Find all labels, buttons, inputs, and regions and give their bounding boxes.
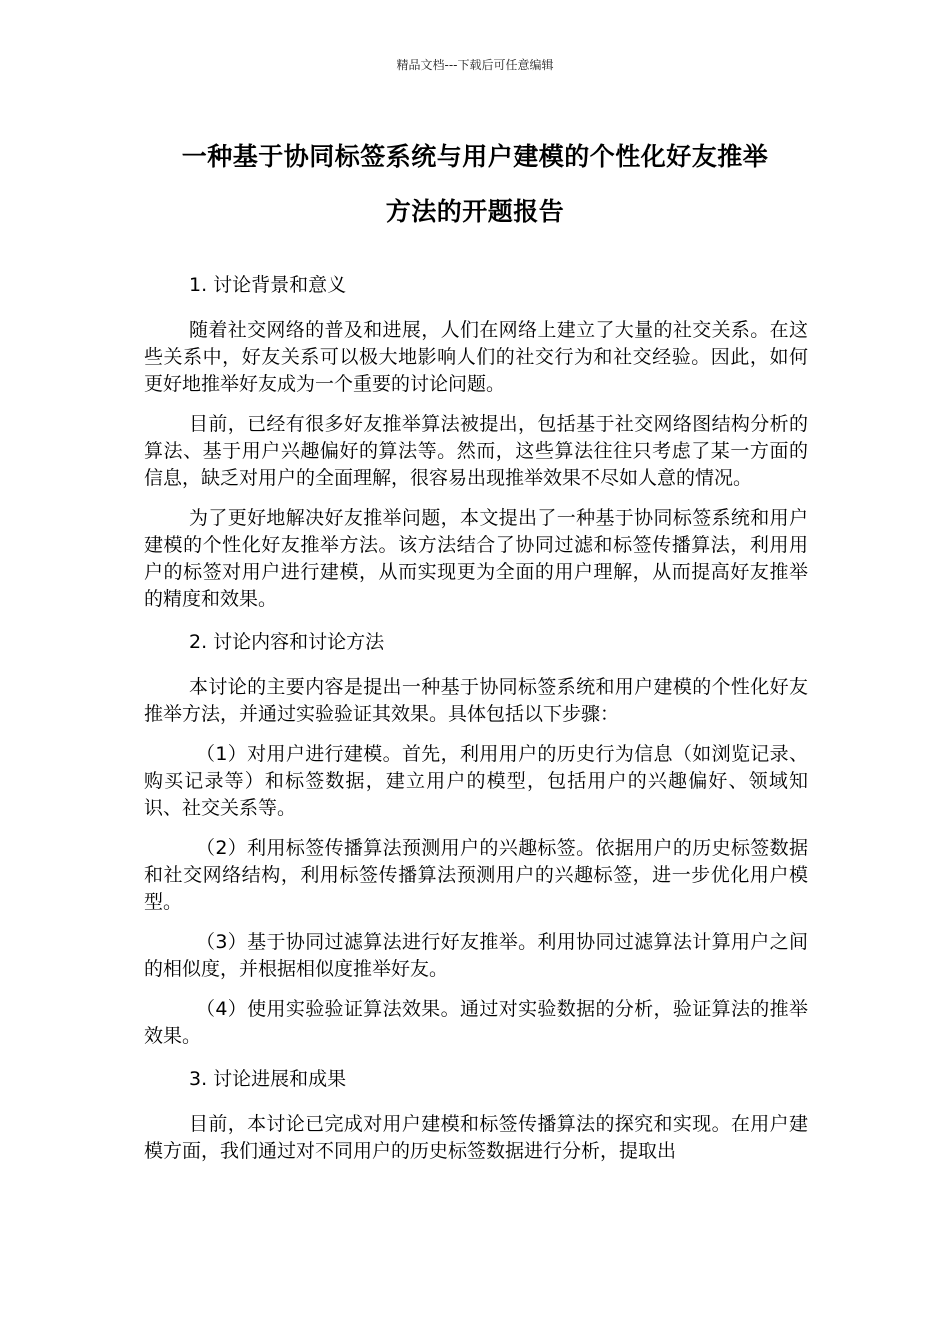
section-1-heading: 1. 讨论背景和意义 — [189, 274, 347, 296]
section-3-heading: 3. 讨论进展和成果 — [189, 1068, 347, 1090]
section-1-paragraph-3: 为了更好地解决好友推举问题，本文提出了一种基于协同标签系统和用户建模的个性化好友推举方法。该方法结合了协同过滤和标签传播算法，利用用户的标签对用户进行建模，从而实现更为全面的用户理解，从而提高好友推举的精度和效果。 — [144, 507, 808, 610]
section-2-heading: 2. 讨论内容和讨论方法 — [189, 631, 385, 653]
section-2-paragraph-1: 本讨论的主要内容是提出一种基于协同标签系统和用户建模的个性化好友推举方法，并通过实验验证其效果。具体包括以下步骤： — [144, 676, 808, 725]
document-body — [144, 272, 808, 1178]
section-1-paragraph-1: 随着社交网络的普及和进展，人们在网络上建立了大量的社交关系。在这些关系中，好友关系可以极大地影响人们的社交行为和社交经验。因此，如何更好地推举好友成为一个重要的讨论问题。 — [144, 319, 808, 395]
section-2-step-1: （1）对用户进行建模。首先，利用用户的历史行为信息（如浏览记录、购买记录等）和标签数据，建立用户的模型，包括用户的兴趣偏好、领域知识、社交关系等。 — [144, 743, 808, 819]
section-2-step-4: （4）使用实验验证算法效果。通过对实验数据的分析，验证算法的推举效果。 — [144, 998, 808, 1047]
header-note: 精品文档---下载后可任意编辑 — [396, 58, 554, 72]
section-2-step-2: （2）利用标签传播算法预测用户的兴趣标签。依据用户的历史标签数据和社交网络结构，利用标签传播算法预测用户的兴趣标签，进一步优化用户模型。 — [144, 837, 808, 913]
section-2-step-3: （3）基于协同过滤算法进行好友推举。利用协同过滤算法计算用户之间的相似度，并根据相似度推举好友。 — [144, 931, 808, 980]
document-title-line-2: 方法的开题报告 — [385, 197, 565, 226]
section-3-paragraph-1: 目前，本讨论已完成对用户建模和标签传播算法的探究和实现。在用户建模方面，我们通过对不同用户的历史标签数据进行分析，提取出 — [144, 1113, 808, 1162]
document-title-line-1: 一种基于协同标签系统与用户建模的个性化好友推举 — [181, 142, 769, 171]
section-1-paragraph-2: 目前，已经有很多好友推举算法被提出，包括基于社交网络图结构分析的算法、基于用户兴趣偏好的算法等。然而，这些算法往往只考虑了某一方面的信息，缺乏对用户的全面理解，很容易出现推举效果不尽如人意的情况。 — [144, 413, 808, 489]
